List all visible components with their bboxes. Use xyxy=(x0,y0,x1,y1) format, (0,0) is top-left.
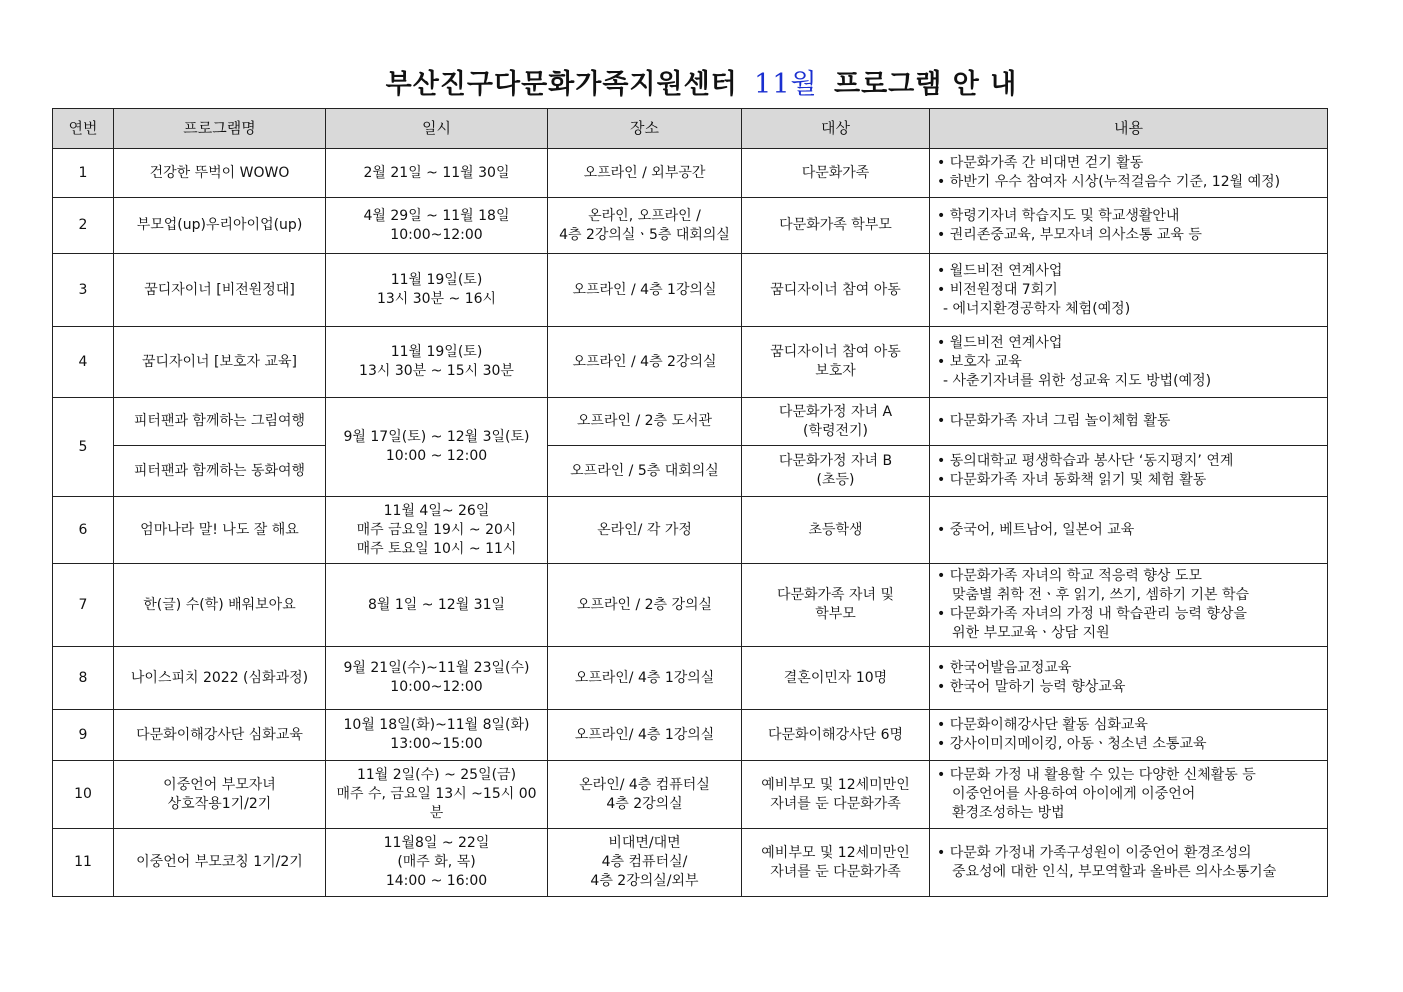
program-date xyxy=(326,647,548,710)
program-table xyxy=(52,108,1328,897)
program-name-line: 꿈디자이너 [비전원정대] xyxy=(144,281,295,298)
program-target xyxy=(742,564,930,647)
row-number: 3 xyxy=(53,254,114,327)
program-target-line: 예비부모 및 12세미만인 xyxy=(761,844,910,861)
program-place-line: 4층 2강의실ㆍ5층 대회의실 xyxy=(559,226,730,243)
program-date xyxy=(326,149,548,198)
program-name-line: 상호작용1기/2기 xyxy=(167,795,272,812)
row-number: 4 xyxy=(53,327,114,398)
program-place-line: 오프라인 / 5층 대회의실 xyxy=(570,462,719,479)
program-date-line: 매주 토요일 10시 ~ 11시 xyxy=(356,540,517,557)
content-line: • 월드비전 연계사업 xyxy=(937,262,1323,281)
program-content xyxy=(930,647,1328,710)
program-place-line: 오프라인 / 4층 2강의실 xyxy=(572,353,717,370)
program-target-line: 자녀를 둔 다문화가족 xyxy=(770,863,901,880)
table-row xyxy=(53,761,1328,829)
content-line: 이중언어를 사용하여 아이에게 이중언어 xyxy=(952,786,1196,802)
program-date xyxy=(326,398,548,497)
content-line: • 권리존중교육, 부모자녀 의사소통 교육 등 xyxy=(937,226,1323,245)
program-name-line: 한(글) 수(학) 배워보아요 xyxy=(143,596,296,613)
program-target-line: 꿈디자이너 참여 아동 xyxy=(770,344,901,360)
program-name xyxy=(114,254,326,327)
program-date-line: 11월 2일(수) ~ 25일(금) xyxy=(356,767,517,783)
program-date-line: 9월 21일(수)~11월 23일(수) xyxy=(343,660,530,676)
program-target-line: 꿈디자이너 참여 아동 xyxy=(770,281,901,298)
program-date xyxy=(326,710,548,761)
program-name-line: 피터팬과 함께하는 동화여행 xyxy=(133,462,306,479)
content-line: • 비전원정대 7회기 xyxy=(937,281,1323,300)
program-date xyxy=(326,761,548,829)
program-place-line: 오프라인 / 외부공간 xyxy=(583,164,706,181)
row-number: 8 xyxy=(53,647,114,710)
program-name-line: 다문화이해강사단 심화교육 xyxy=(136,726,303,743)
page-title xyxy=(0,62,1403,101)
program-place-line: 오프라인 / 2층 도서관 xyxy=(576,413,713,429)
program-name xyxy=(114,446,326,497)
table-row xyxy=(53,829,1328,897)
program-target-line: 다문화이해강사단 6명 xyxy=(767,726,904,743)
program-name xyxy=(114,761,326,829)
program-target xyxy=(742,829,930,897)
program-name-line: 엄마나라 말! 나도 잘 해요 xyxy=(140,521,299,538)
header-no: 연번 xyxy=(53,109,114,149)
program-target xyxy=(742,761,930,829)
program-date-line: 11월 4일~ 26일 xyxy=(383,502,490,519)
program-place-line: 온라인/ 각 가정 xyxy=(597,521,692,538)
program-target xyxy=(742,710,930,761)
program-name xyxy=(114,398,326,446)
content-line: • 다문화가족 자녀 동화책 읽기 및 체험 활동 xyxy=(937,471,1323,490)
program-place xyxy=(548,710,742,761)
program-date xyxy=(326,829,548,897)
program-date xyxy=(326,254,548,327)
program-target-line: 자녀를 둔 다문화가족 xyxy=(770,795,901,812)
table-row xyxy=(53,149,1328,198)
program-name xyxy=(114,149,326,198)
program-place-line: 온라인, 오프라인 / xyxy=(588,207,701,224)
table-row xyxy=(53,327,1328,398)
program-date-line: 11월 19일(토) xyxy=(390,272,483,288)
content-line: • 중국어, 베트남어, 일본어 교육 xyxy=(937,521,1323,540)
program-content xyxy=(930,564,1328,647)
program-content xyxy=(930,446,1328,497)
program-content xyxy=(930,497,1328,564)
content-line: • 다문화 가정내 가족구성원이 이중언어 환경조성의 xyxy=(937,844,1323,863)
program-content xyxy=(930,761,1328,829)
program-place-line: 4층 컴퓨터실/ xyxy=(601,854,688,870)
program-date-line: 14:00 ~ 16:00 xyxy=(385,873,488,889)
program-content xyxy=(930,829,1328,897)
content-line: • 다문화가족 자녀의 학교 적응력 향상 도모 xyxy=(937,567,1323,586)
program-place xyxy=(548,497,742,564)
program-content xyxy=(930,149,1328,198)
program-target-line: 결혼이민자 10명 xyxy=(783,669,888,686)
row-number: 9 xyxy=(53,710,114,761)
program-place-line: 비대면/대면 xyxy=(608,835,681,851)
program-date-line: 11월 19일(토) xyxy=(390,344,483,360)
content-line: • 한국어발음교정교육 xyxy=(937,659,1323,678)
program-name xyxy=(114,829,326,897)
program-target-line: 다문화가정 자녀 A xyxy=(778,403,893,420)
table-row xyxy=(53,198,1328,254)
program-name-line: 이중언어 부모자녀 xyxy=(163,776,276,793)
row-number: 1 xyxy=(53,149,114,198)
table-header-row xyxy=(53,109,1328,149)
row-number: 6 xyxy=(53,497,114,564)
content-line: • 월드비전 연계사업 xyxy=(937,334,1323,353)
program-date-line: 10:00~12:00 xyxy=(390,679,483,695)
program-target-line: (학령전기) xyxy=(802,422,869,439)
program-name-line: 꿈디자이너 [보호자 교육] xyxy=(141,353,298,370)
program-date-line: 9월 17일(토) ~ 12월 3일(토) xyxy=(343,429,530,445)
program-place xyxy=(548,198,742,254)
program-target-line: 보호자 xyxy=(815,363,856,379)
row-number: 7 xyxy=(53,564,114,647)
program-place xyxy=(548,398,742,446)
content-line: - 에너지환경공학자 체험(예정) xyxy=(943,300,1131,317)
program-date-line: 2월 21일 ~ 11월 30일 xyxy=(363,164,510,181)
program-target xyxy=(742,446,930,497)
content-line: • 강사이미지메이킹, 아동ㆍ청소년 소통교육 xyxy=(937,735,1323,754)
program-target-line: 다문화가족 xyxy=(801,164,870,181)
program-date xyxy=(326,198,548,254)
content-line: • 다문화이해강사단 활동 심화교육 xyxy=(937,716,1323,735)
program-place xyxy=(548,647,742,710)
content-line: 맞춤별 취학 전ㆍ후 읽기, 쓰기, 셈하기 기본 학습 xyxy=(952,587,1250,603)
table-row xyxy=(53,446,1328,497)
content-line: • 하반기 우수 참여자 시상(누적걸음수 기준, 12월 예정) xyxy=(937,173,1323,192)
table-row xyxy=(53,564,1328,647)
program-place-line: 4층 2강의실/외부 xyxy=(590,873,699,889)
program-place xyxy=(548,829,742,897)
table-row xyxy=(53,647,1328,710)
content-line: • 다문화 가정 내 활용할 수 있는 다양한 신체활동 등 xyxy=(937,766,1323,785)
program-date-line: 10:00~12:00 xyxy=(390,226,483,243)
content-line: • 다문화가족 자녀 그림 놀이체험 활동 xyxy=(937,412,1323,431)
program-name-line: 나이스피치 2022 (심화과정) xyxy=(130,669,309,686)
program-name-line: 피터팬과 함께하는 그림여행 xyxy=(133,413,306,429)
program-date xyxy=(326,564,548,647)
program-target-line: 다문화가족 학부모 xyxy=(779,217,892,233)
row-number: 5 xyxy=(53,398,114,497)
program-place xyxy=(548,446,742,497)
program-content xyxy=(930,710,1328,761)
content-line: • 다문화가족 간 비대면 걷기 활동 xyxy=(937,154,1323,173)
program-name xyxy=(114,327,326,398)
program-target-line: 예비부모 및 12세미만인 xyxy=(761,776,910,793)
program-target-line: 다문화가족 자녀 및 xyxy=(776,587,895,603)
program-content xyxy=(930,398,1328,446)
table-row xyxy=(53,497,1328,564)
program-date-line: 10:00 ~ 12:00 xyxy=(385,448,488,464)
program-target-line: (초등) xyxy=(816,472,855,488)
content-line: • 학령기자녀 학습지도 및 학교생활안내 xyxy=(937,207,1323,226)
program-target xyxy=(742,254,930,327)
content-line: 위한 부모교육ㆍ상담 지원 xyxy=(952,625,1110,641)
content-line: 환경조성하는 방법 xyxy=(952,805,1065,821)
program-name xyxy=(114,497,326,564)
content-line: • 다문화가족 자녀의 가정 내 학습관리 능력 향상을 xyxy=(937,605,1323,624)
program-date-line: 8월 1일 ~ 12월 31일 xyxy=(367,596,506,613)
program-date-line: 10월 18일(화)~11월 8일(화) xyxy=(343,717,530,733)
program-date-line: 매주 수, 금요일 13시 ~15시 00분 xyxy=(336,786,537,821)
content-line: • 보호자 교육 xyxy=(937,353,1323,372)
table-row xyxy=(53,710,1328,761)
table-row xyxy=(53,254,1328,327)
program-date xyxy=(326,327,548,398)
program-place xyxy=(548,327,742,398)
program-target xyxy=(742,398,930,446)
program-target xyxy=(742,149,930,198)
program-name-line: 건강한 뚜벅이 WOWO xyxy=(149,164,290,181)
program-place-line: 오프라인/ 4층 1강의실 xyxy=(574,669,715,686)
content-line: - 사춘기자녀를 위한 성교육 지도 방법(예정) xyxy=(943,372,1212,389)
content-line: 중요성에 대한 인식, 부모역할과 올바른 의사소통기술 xyxy=(952,863,1277,880)
program-date xyxy=(326,497,548,564)
program-name xyxy=(114,710,326,761)
program-target xyxy=(742,198,930,254)
program-target xyxy=(742,497,930,564)
program-place xyxy=(548,761,742,829)
program-place-line: 오프라인 / 4층 1강의실 xyxy=(572,281,717,298)
program-name xyxy=(114,564,326,647)
program-content xyxy=(930,254,1328,327)
title-month: 11월 xyxy=(754,69,818,100)
program-date-line: 13시 30분 ~ 15시 30분 xyxy=(359,363,514,379)
program-date-line: 13시 30분 ~ 16시 xyxy=(376,291,497,307)
header-target: 대상 xyxy=(742,109,930,149)
program-place-line: 4층 2강의실 xyxy=(606,795,683,812)
program-target-line: 학부모 xyxy=(815,606,856,622)
program-place-line: 오프라인/ 4층 1강의실 xyxy=(574,726,715,743)
program-place xyxy=(548,254,742,327)
title-prefix: 부산진구다문화가족지원센터 xyxy=(385,69,738,100)
program-date-line: 4월 29일 ~ 11월 18일 xyxy=(363,207,510,224)
program-target-line: 다문화가정 자녀 B xyxy=(778,453,893,469)
program-name-line: 이중언어 부모코칭 1기/2기 xyxy=(136,854,303,870)
program-date-line: 11월8일 ~ 22일 xyxy=(383,835,490,851)
header-date: 일시 xyxy=(326,109,548,149)
row-number: 2 xyxy=(53,198,114,254)
program-target xyxy=(742,647,930,710)
program-content xyxy=(930,327,1328,398)
program-place xyxy=(548,149,742,198)
content-line: • 동의대학교 평생학습과 봉사단 ‘동지평지’ 연계 xyxy=(937,452,1323,471)
program-name-line: 부모업(up)우리아이업(up) xyxy=(136,217,303,233)
content-line: • 한국어 말하기 능력 향상교육 xyxy=(937,678,1323,697)
program-name xyxy=(114,198,326,254)
program-name xyxy=(114,647,326,710)
program-target xyxy=(742,327,930,398)
program-place-line: 온라인/ 4층 컴퓨터실 xyxy=(579,776,710,793)
program-date-line: (매주 화, 목) xyxy=(397,854,476,870)
title-suffix: 프로그램 안 내 xyxy=(834,69,1018,100)
table-row xyxy=(53,398,1328,446)
header-place: 장소 xyxy=(548,109,742,149)
program-date-line: 매주 금요일 19시 ~ 20시 xyxy=(356,521,517,538)
header-content: 내용 xyxy=(930,109,1328,149)
header-name: 프로그램명 xyxy=(114,109,326,149)
program-place xyxy=(548,564,742,647)
program-target-line: 초등학생 xyxy=(808,521,863,538)
program-date-line: 13:00~15:00 xyxy=(390,736,483,752)
row-number: 11 xyxy=(53,829,114,897)
row-number: 10 xyxy=(53,761,114,829)
program-place-line: 오프라인 / 2층 강의실 xyxy=(576,596,713,613)
program-content xyxy=(930,198,1328,254)
